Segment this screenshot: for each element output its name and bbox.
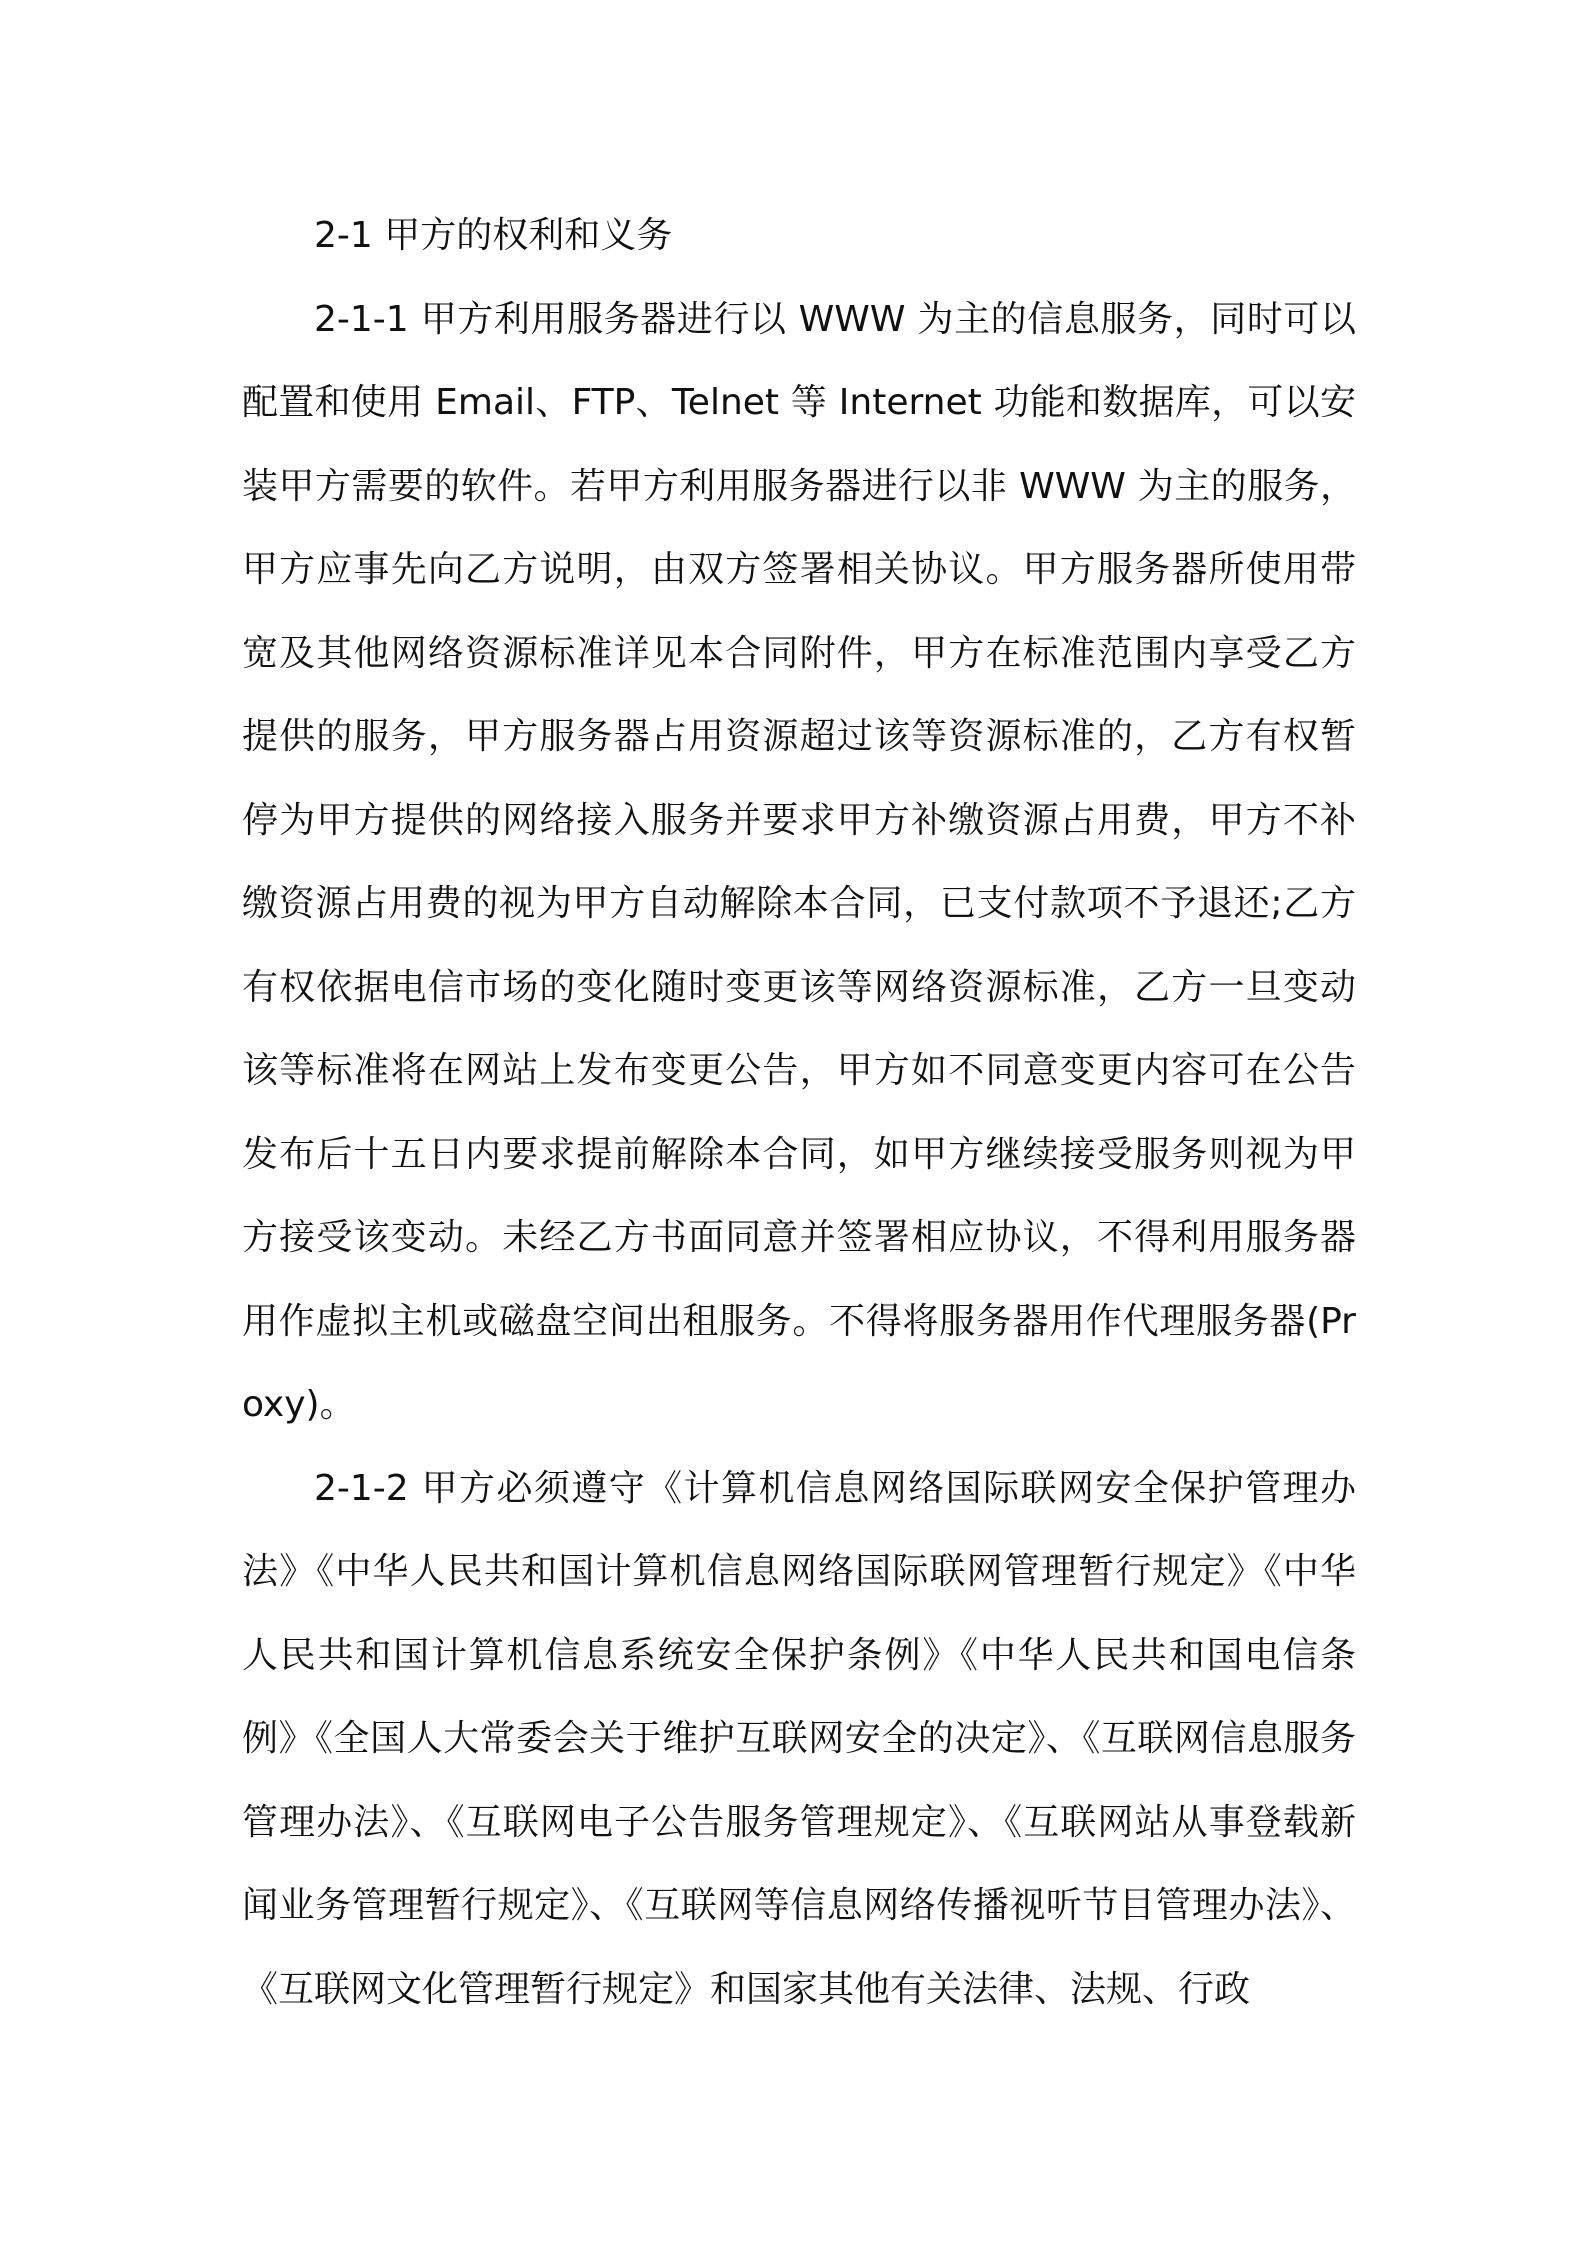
paragraph-2-1-1: 2-1-1 甲方利用服务器进行以 WWW 为主的信息服务，同时可以配置和使用 Email、FTP、Telnet 等 Internet 功能和数据库，可以安装甲方需要的软件。若甲方利用服务器进行以非 WWW 为主的服务，甲方应事先向乙方说明，由双方签署相关协议。甲方服务器所使用带宽及其他网络资源标准详见本合同附件，甲方在标准范围内享受乙方提供的服务，甲方服务器占用资源超过该等资源标准的，乙方有权暂停为甲方提供的网络接入服务并要求甲方补缴资源占用费，甲方不补缴资源占用费的视为甲方自动解除本合同，已支付款项不予退还;乙方有权依据电信市场的变化随时变更该等网络资源标准，乙方一旦变动该等标准将在网站上发布变更公告，甲方如不同意变更内容可在公告发布后十五日内要求提前解除本合同，如甲方继续接受服务则视为甲方接受该变动。未经乙方书面同意并签署相应协议，不得利用服务器用作虚拟主机或磁盘空间出租服务。不得将服务器用作代理服务器(Proxy)。 <box>242 298 1356 1425</box>
section-heading: 2-1 甲方的权利和义务 <box>314 215 673 256</box>
document-body <box>242 194 1356 2031</box>
paragraph-2-1-2: 2-1-2 甲方必须遵守《计算机信息网络国际联网安全保护管理办法》《中华人民共和国计算机信息网络国际联网管理暂行规定》《中华人民共和国计算机信息系统安全保护条例》《中华人民共和国电信条例》《全国人大常委会关于维护互联网安全的决定》、《互联网信息服务管理办法》、《互联网电子公告服务管理规定》、《互联网站从事登载新闻业务管理暂行规定》、《互联网等信息网络传播视听节目管理办法》、《互联网文化管理暂行规定》和国家其他有关法律、法规、行政 <box>242 1467 1356 2010</box>
